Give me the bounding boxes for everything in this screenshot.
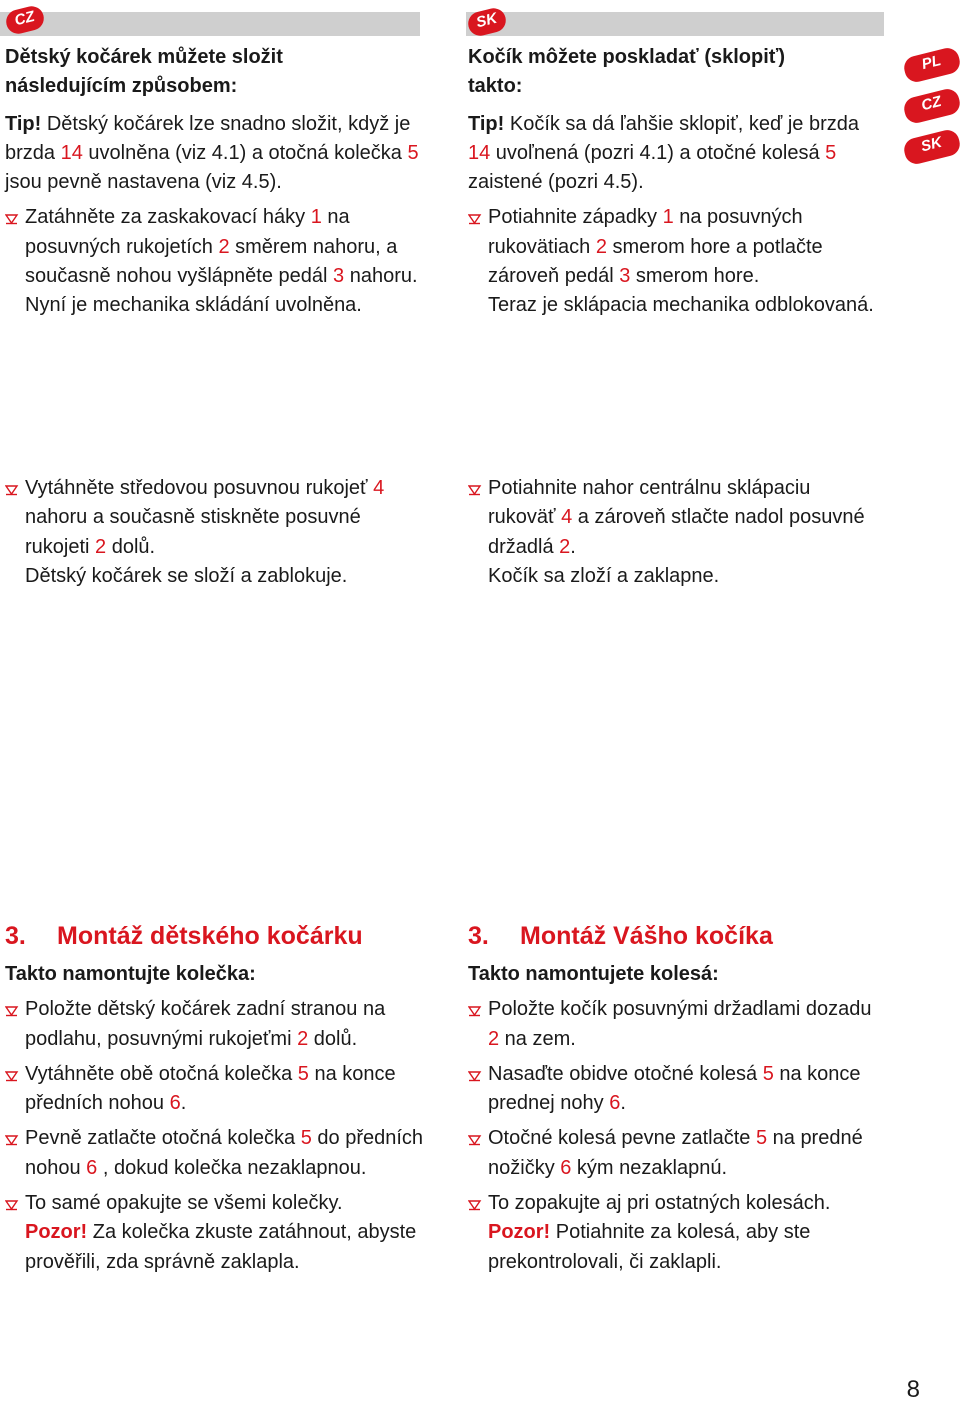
step-text: na predné nožičky [488,1127,863,1179]
cz-mount-step1 [5,995,425,1054]
side-tab-sk: SK [902,128,960,167]
warning-label: Pozor! [488,1221,551,1244]
ref-number: 4 [373,477,385,499]
tip-text: Dětský kočárek lze snadno složit, když je brzda [5,112,411,164]
step-arrow-icon [5,483,19,497]
warning-text [25,1218,425,1277]
step-text: . [570,535,576,558]
lang-badge-sk: SK [466,6,509,38]
sk-mount-step1 [468,995,878,1054]
section-title: Montáž Vášho kočíka [520,922,773,950]
cz-fold-intro-line1: Dětský kočárek můžete složit [5,46,283,68]
step-text: Otočné kolesá pevne zatlačte [488,1127,756,1150]
step-text: dolů. [106,535,156,558]
step-text: Položte dětský kočárek zadní stranou na podlahu, posuvnými rukojeťmi [25,998,386,1050]
tip-text: Kočík sa dá ľahšie sklopiť, keď je brzda [504,112,859,135]
step-text: nahoru a současně stiskněte posuvné rukojeti [25,506,361,558]
header-bar-sk [466,12,884,36]
lang-badge-cz: CZ [4,4,47,36]
step-text: Vytáhněte obě otočná kolečka [25,1062,298,1085]
step-note: Nyní je mechanika skládání uvolněna. [25,294,362,317]
cz-fold-intro-line2: následujícím způsobem: [5,75,238,98]
step-text: smerom hore a potlačte zároveň pedál [488,235,823,288]
step-arrow-icon [468,1133,482,1147]
ref-number: 5 [407,141,419,164]
sk-fold-intro [468,43,878,102]
cz-mount-section [5,920,425,1277]
sk-mount-heading [468,920,878,952]
ref-number: 3 [333,265,345,288]
step-text: smerom hore. [630,265,760,288]
step-arrow-icon [5,1198,19,1212]
side-tab-pl: PL [902,46,960,85]
step-text: na konce prednej nohy [488,1062,861,1115]
ref-number: 2 [95,535,107,558]
step-arrow-icon [5,1133,19,1147]
cz-mount-step4 [5,1189,425,1277]
step-arrow-icon [5,1069,19,1083]
cz-fold-step1 [5,203,425,320]
ref-number: 14 [468,141,491,164]
step-arrow-icon [5,212,19,226]
cz-fold-step2-block [5,474,425,591]
step-text: . [180,1092,187,1115]
side-tab-cz: CZ [902,87,960,126]
ref-number: 3 [619,265,631,288]
step-text: Nasaďte obidve otočné kolesá [488,1062,763,1085]
tip-text: uvoľnená (pozri 4.1) a otočné kolesá [490,141,826,164]
sk-fold-step1 [468,203,878,320]
ref-number: 6 [609,1092,621,1115]
sk-fold-step2-block [468,474,878,591]
sk-mount-step2 [468,1060,878,1119]
step-text: směrem nahoru, a současně nohou vyšlápněte pedál [25,235,398,288]
cz-mount-heading [5,920,425,952]
ref-number: 5 [300,1127,312,1150]
step-arrow-icon [468,483,482,497]
ref-number: 2 [218,235,230,258]
ref-number: 6 [169,1092,181,1115]
ref-number: 4 [561,506,573,529]
cz-fold-tip [5,110,425,198]
step-arrow-icon [468,1198,482,1212]
step-text: na posuvných rukojetích [25,206,350,258]
section-number: 3. [468,922,489,950]
step-text: To zopakujte aj pri ostatných kolesách. [488,1192,831,1215]
step-arrow-icon [468,1004,482,1018]
step-text: Položte kočík posuvnými držadlami dozadu [488,998,872,1021]
tip-text: jsou pevně nastavena (viz 4.5). [5,171,282,194]
step-text: na konce předních nohou [25,1062,396,1115]
sk-fold-section [468,43,878,321]
step-note: Dětský kočárek se složí a zablokuje. [25,564,348,587]
ref-number: 2 [488,1027,500,1050]
sk-fold-step2 [468,474,878,591]
warning-text [488,1218,878,1277]
step-arrow-icon [468,212,482,226]
step-text: nahoru. [344,265,418,288]
tip-text: zaistené (pozri 4.5). [468,171,644,194]
sk-mount-section [468,920,878,1277]
sk-mount-step4 [468,1189,878,1277]
section-number: 3. [5,922,26,950]
sk-mount-step3 [468,1124,878,1183]
step-text: kým nezaklapnú. [571,1156,728,1179]
ref-number: 2 [559,535,571,558]
step-text: Zatáhněte za zaskakovací háky [25,206,311,229]
step-text: Potiahnite nahor centrálnu sklápaciu rukoväť [488,477,811,529]
ref-number: 14 [60,141,83,164]
step-text: dolů. [308,1027,358,1050]
step-text: Vytáhněte středovou posuvnou rukojeť [25,477,374,499]
ref-number: 2 [297,1027,309,1050]
ref-number: 2 [595,235,607,258]
ref-number: 1 [662,206,674,229]
step-text: . [620,1092,626,1115]
step-text: na posuvných rukovätiach [488,206,803,258]
step-arrow-icon [5,1004,19,1018]
cz-fold-section [5,43,425,321]
tip-label: Tip! [468,112,505,135]
step-text: Potiahnite západky [488,206,663,229]
ref-number: 5 [762,1062,774,1085]
cz-fold-intro [5,43,425,102]
page-number: 8 [906,1376,920,1402]
step-text: do předních nohou [25,1127,424,1179]
step-text: To samé opakujte se všemi kolečky. [25,1192,343,1215]
cz-mount-subtitle: Takto namontujte kolečka: [5,963,256,985]
ref-number: 5 [755,1127,768,1150]
ref-number: 5 [825,141,837,164]
ref-number: 1 [310,206,322,229]
section-title: Montáž dětského kočárku [57,922,363,950]
ref-number: 6 [560,1156,572,1179]
step-text: Za kolečka zkuste zatáhnout, abyste prověřili, zda správně zaklapla. [25,1221,417,1273]
sk-fold-tip [468,110,878,198]
tip-text: uvolněna (viz 4.1) a otočná kolečka [82,141,408,164]
tip-label: Tip! [5,112,42,135]
header-bar-cz [0,12,420,36]
step-text: a zároveň stlačte nadol posuvné držadlá [488,506,865,558]
step-text: Potiahnite za kolesá, aby ste prekontrolovali, či zaklapli. [488,1221,811,1273]
sk-fold-intro-line2: takto: [468,75,523,98]
step-text: , dokud kolečka nezaklapnou. [97,1156,367,1179]
cz-mount-step3 [5,1124,425,1183]
step-text: Pevně zatlačte otočná kolečka [25,1127,301,1150]
ref-number: 5 [297,1062,309,1085]
step-note: Kočík sa zloží a zaklapne. [488,564,720,587]
warning-label: Pozor! [25,1221,88,1244]
step-arrow-icon [468,1069,482,1083]
step-note: Teraz je sklápacia mechanika odblokovaná. [488,294,874,317]
sk-mount-subtitle: Takto namontujete kolesá: [468,963,719,985]
step-text: na zem. [499,1027,576,1050]
cz-mount-step2 [5,1060,425,1119]
ref-number: 6 [86,1156,98,1179]
cz-fold-step2 [5,474,425,591]
sk-fold-intro-line1: Kočík môžete poskladať (sklopiť) [468,46,786,68]
